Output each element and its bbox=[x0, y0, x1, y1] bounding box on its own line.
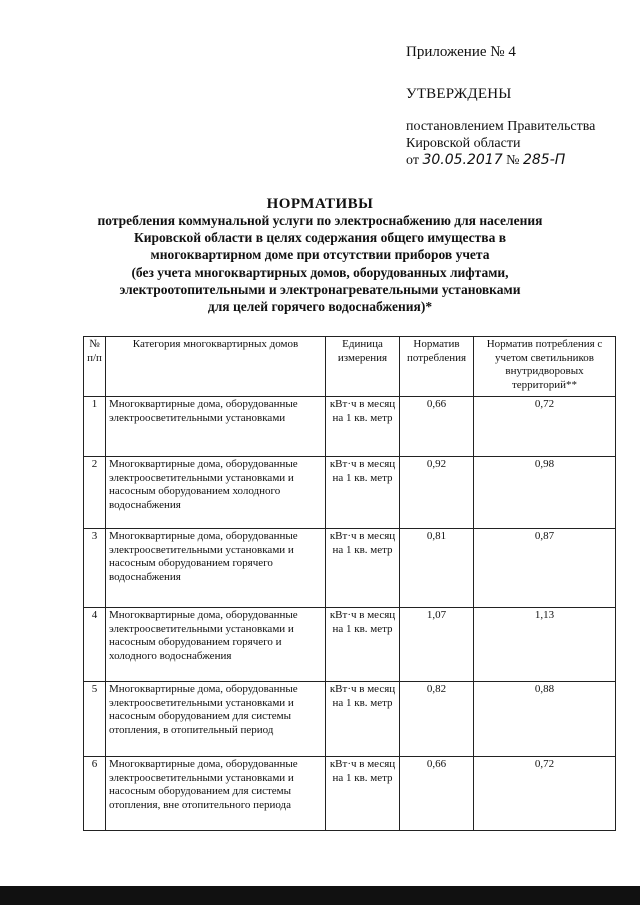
scan-bottom-edge bbox=[0, 886, 640, 905]
row-unit: кВт·ч в месяц на 1 кв. метр bbox=[326, 529, 400, 608]
resolution-number-prefix: № bbox=[506, 153, 520, 168]
subtitle-line: электроотопительными и электронагревательными установками bbox=[119, 281, 521, 297]
subtitle-line: потребления коммунальной услуги по электроснабжению для населения bbox=[97, 213, 543, 228]
table-header-row bbox=[84, 337, 616, 397]
row-num: 1 bbox=[84, 397, 106, 457]
row-norm-lights: 0,98 bbox=[474, 457, 616, 529]
table-row bbox=[84, 757, 616, 831]
row-unit: кВт·ч в месяц на 1 кв. метр bbox=[326, 397, 400, 457]
header-unit: Единица измерения bbox=[326, 337, 400, 397]
header-category: Категория многоквартирных домов bbox=[106, 337, 326, 397]
row-category: Многоквартирные дома, оборудованные электроосветительными установками и насосным оборудованием для системы отопления, в отопительный период bbox=[106, 682, 326, 757]
resolution-line-1: постановлением Правительства bbox=[406, 119, 596, 134]
row-norm-lights: 0,88 bbox=[474, 682, 616, 757]
row-norm: 0,66 bbox=[400, 757, 474, 831]
row-num: 5 bbox=[84, 682, 106, 757]
row-category: Многоквартирные дома, оборудованные электроосветительными установками и насосным оборудованием горячего и холодного водоснабжения bbox=[106, 608, 326, 682]
header-num: № п/п bbox=[84, 337, 106, 397]
table-row bbox=[84, 529, 616, 608]
row-category: Многоквартирные дома, оборудованные электроосветительными установками и насосным оборудованием холодного водоснабжения bbox=[106, 457, 326, 529]
subtitle-line: для целей горячего водоснабжения)* bbox=[207, 299, 433, 315]
resolution-prefix: от bbox=[406, 153, 419, 168]
row-category: Многоквартирные дома, оборудованные электроосветительными установками bbox=[106, 397, 326, 457]
row-norm-lights: 1,13 bbox=[474, 608, 616, 682]
row-num: 2 bbox=[84, 457, 106, 529]
row-norm: 0,66 bbox=[400, 397, 474, 457]
subtitle-line: Кировской области в целях содержания общего имущества в bbox=[133, 230, 506, 246]
row-norm-lights: 0,72 bbox=[474, 757, 616, 831]
resolution-number: 285-П bbox=[522, 152, 566, 168]
row-num: 3 bbox=[84, 529, 106, 608]
subtitle-line: многоквартирном доме при отсутствии приборов учета bbox=[150, 247, 490, 263]
subtitle-line: (без учета многоквартирных домов, оборудованных лифтами, bbox=[131, 264, 509, 280]
row-norm: 1,07 bbox=[400, 608, 474, 682]
row-norm: 0,92 bbox=[400, 457, 474, 529]
row-norm-lights: 0,87 bbox=[474, 529, 616, 608]
document-subtitle bbox=[80, 212, 560, 315]
row-num: 6 bbox=[84, 757, 106, 831]
row-num: 4 bbox=[84, 608, 106, 682]
row-category: Многоквартирные дома, оборудованные электроосветительными установками и насосным оборудованием горячего водоснабжения bbox=[106, 529, 326, 608]
table-row bbox=[84, 682, 616, 757]
row-norm: 0,81 bbox=[400, 529, 474, 608]
document-title: НОРМАТИВЫ bbox=[266, 196, 374, 212]
row-unit: кВт·ч в месяц на 1 кв. метр bbox=[326, 757, 400, 831]
appendix-label: Приложение № 4 bbox=[406, 44, 516, 60]
table-row bbox=[84, 457, 616, 529]
row-norm: 0,82 bbox=[400, 682, 474, 757]
norms-table bbox=[83, 336, 616, 831]
row-category: Многоквартирные дома, оборудованные электроосветительными установками и насосным оборудованием для системы отопления, вне отопительного периода bbox=[106, 757, 326, 831]
resolution-date-line bbox=[406, 152, 631, 169]
resolution-block bbox=[406, 118, 631, 169]
row-unit: кВт·ч в месяц на 1 кв. метр bbox=[326, 457, 400, 529]
header-norm: Норматив потребления bbox=[400, 337, 474, 397]
header-norm-lights: Норматив потребления с учетом светильников внутридворовых территорий** bbox=[474, 337, 616, 397]
row-norm-lights: 0,72 bbox=[474, 397, 616, 457]
resolution-date: 30.05.2017 bbox=[422, 152, 503, 168]
approved-label: УТВЕРЖДЕНЫ bbox=[406, 86, 512, 102]
row-unit: кВт·ч в месяц на 1 кв. метр bbox=[326, 608, 400, 682]
table-row bbox=[84, 608, 616, 682]
row-unit: кВт·ч в месяц на 1 кв. метр bbox=[326, 682, 400, 757]
table-row bbox=[84, 397, 616, 457]
resolution-line-2: Кировской области bbox=[406, 136, 521, 151]
